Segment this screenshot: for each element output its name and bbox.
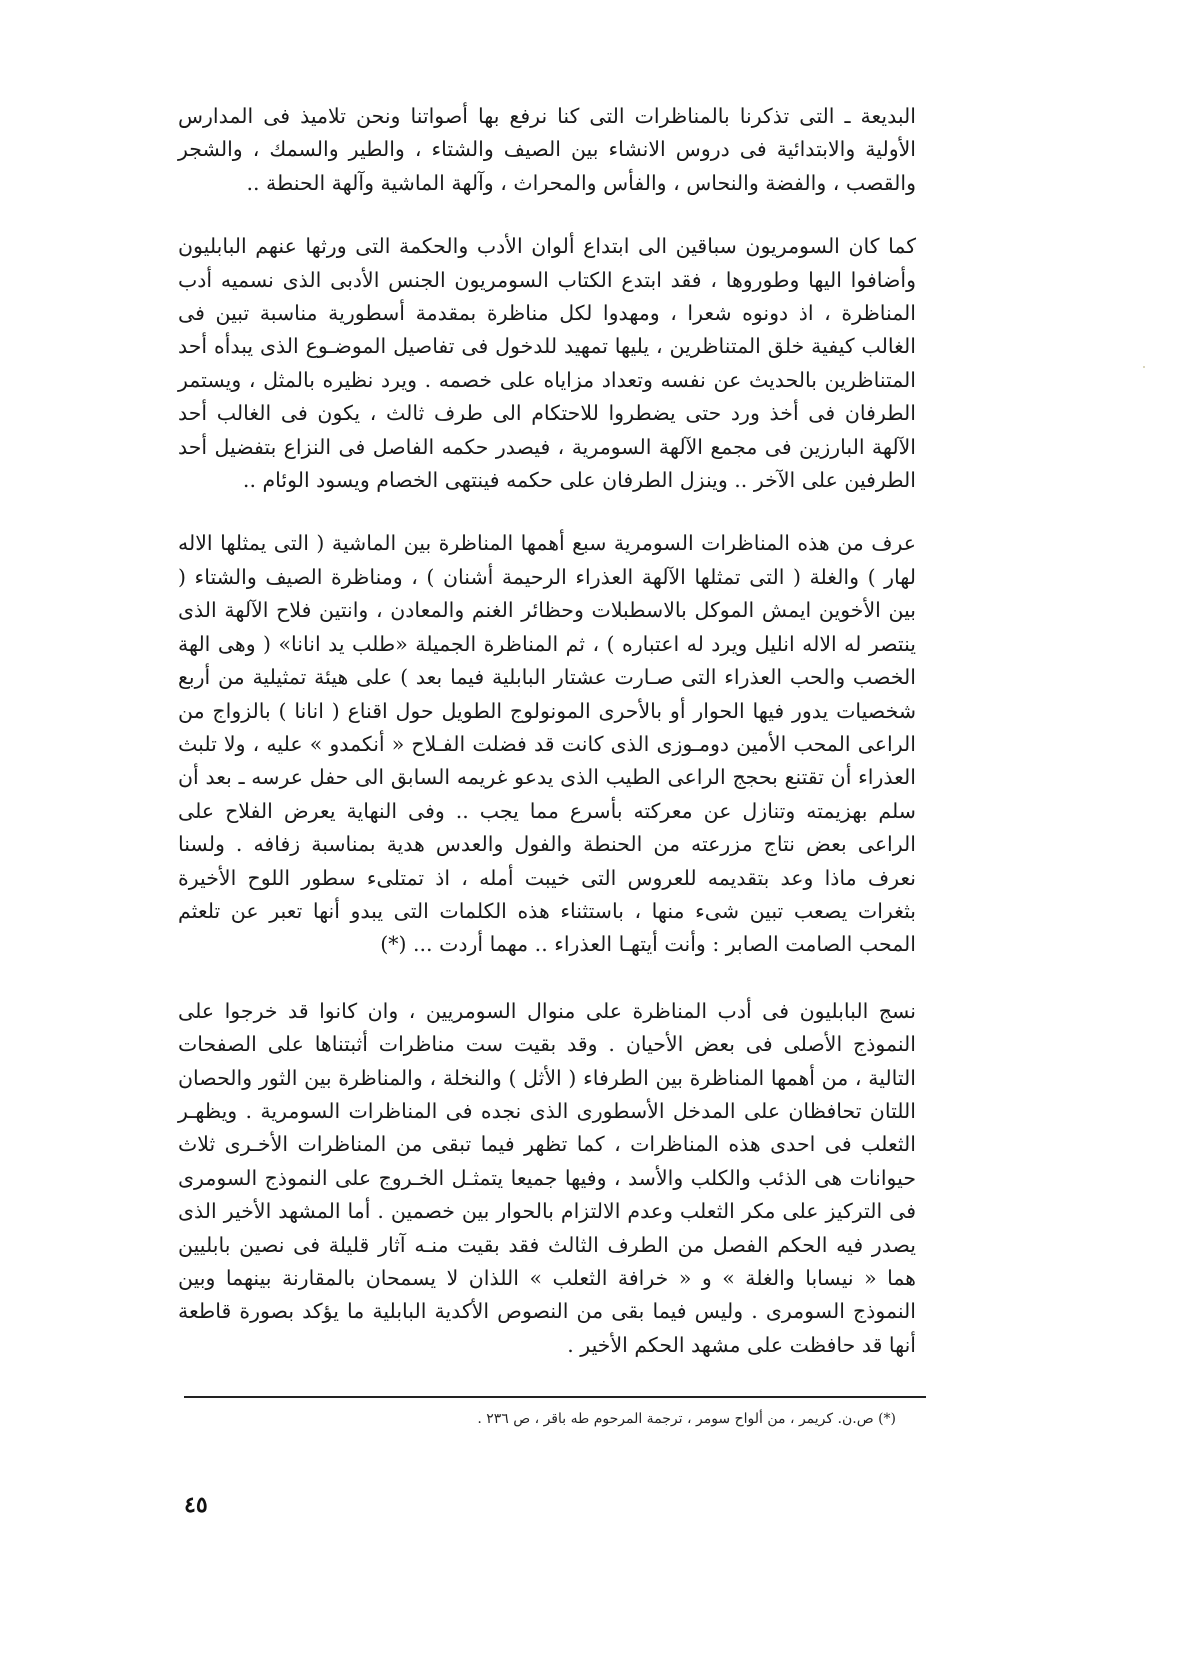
paragraph-1: البديعة ـ التى تذكرنا بالمناظرات التى كنا نرفع بها أصواتنا ونحن تلاميذ فى المدارس الأولية والابتدائية فى دروس الانشاء بين الصيف والشتاء ، والطير والسمك ، والشجر والقصب ، والفضة والنحاس ، والفأس والمحراث ، وآلهة الماشية وآلهة الحنطة .. bbox=[178, 104, 916, 195]
paragraph-4: نسج البابليون فى أدب المناظرة على منوال السومريين ، وان كانوا قد خرجوا على النموذج الأصلى فى بعض الأحيان . وقد بقيت ست مناظرات أثبتناها على الصفحات التالية ، من أهمها المناظرة بين الطرفاء ( الأثل ) والنخلة ، والمناظرة بين الثور والحصان اللتان تحافظان على المدخل الأسطورى الذى نجده فى المناظرات السومرية . ويظهـر الثعلب فى احدى هذه المناظرات ، كما تظهر فيما تبقى من المناظرات الأخـرى ثلاث حيوانات هى الذئب والكلب والأسد ، وفيها جميعا يتمثـل الخـروج على النموذج السومرى فى التركيز على مكر الثعلب وعدم الالتزام بالحوار بين خصمين . أما المشهد الأخير الذى يصدر فيه الحكم الفصل من الطرف الثالث فقد بقيت منـه آثار قليلة فى نصين بابليين هما « نيسابا والغلة » و « خرافة الثعلب » اللذان لا يسمحان بالمقارنة بينهما وبين النموذج السومرى . وليس فيما بقى من النصوص الأكدية البابلية ما يؤكد بصورة قاطعة أنها قد حافظت على مشهد الحكم الأخير . bbox=[178, 998, 916, 1357]
paper-speck bbox=[1143, 366, 1145, 368]
paragraph-3: عرف من هذه المناظرات السومرية سبع أهمها المناظرة بين الماشية ( التى يمثلها الاله لهار ) والغلة ( التى تمثلها الآلهة العذراء الرحيمة أشنان ) ، ومناظرة الصيف والشتاء ( بين الأخوين ايمش الموكل بالاسطبلات وحظائر الغنم والمعادن ، وانتين فلاح الآلهة الذى ينتصر له الاله انليل ويرد له اعتباره ) ، ثم المناظرة الجميلة «طلب يد انانا» ( وهى الهة الخصب والحب العذراء التى صـارت عشتار البابلية فيما بعد ) على هيئة تمثيلية من أربع شخصيات يدور فيها الحوار أو بالأحرى المونولوج الطويل حول اقناع ( انانا ) بالزواج من الراعى المحب الأمين دومـوزى الذى كانت قد فضلت الفـلاح « أنكمدو » عليه ، ولا تلبث العذراء أن تقتنع بحجج الراعى الطيب الذى يدعو غريمه السابق الى حفل عرسه ـ بعد أن سلم بهزيمته وتنازل عن معركته بأسرع مما يجب .. وفى النهاية يعرض الفلاح على الراعى بعض نتاج مزرعته من الحنطة والفول والعدس هدية بمناسبة زفافه . ولسنا نعرف ماذا وعد بتقديمه للعروس التى خيبت أمله ، اذ تمتلىء سطور اللوح الأخيرة بثغرات يصعب تبين شىء منها ، باستثناء هذه الكلمات التى يبدو أنها تعبر عن تلعثم المحب الصامت الصابر : وأنت أيتهـا العذراء .. مهما أردت ... (*) bbox=[178, 531, 916, 957]
body-text bbox=[178, 100, 916, 1362]
paragraph-2: كما كان السومريون سباقين الى ابتداع ألوان الأدب والحكمة التى ورثها عنهم البابليون وأضافوا اليها وطوروها ، فقد ابتدع الكتاب السومريون الجنس الأدبى الذى نسميه أدب المناظرة ، اذ دونوه شعرا ، ومهدوا لكل مناظرة بمقدمة أسطورية مناسبة تبين فى الغالب كيفية خلق المتناظرين ، يليها تمهيد للدخول فى تفاصيل الموضـوع الذى يبدأه أحد المتناظرين بالحديث عن نفسه وتعداد مزاياه على خصمه . ويرد نظيره بالمثل ، ويستمر الطرفان فى أخذ ورد حتى يضطروا للاحتكام الى طرف ثالث ، يكون فى الغالب أحد الآلهة البارزين فى مجمع الآلهة السومرية ، فيصدر حكمه الفاصل فى النزاع بتفضيل أحد الطرفين على الآخر .. وينزل الطرفان على حكمه فينتهى الخصام ويسود الوئام .. bbox=[178, 234, 916, 493]
footnote: (*) ص.ن. كريمر ، من ألواح سومر ، ترجمة المرحوم طه باقر ، ص ٢٣٦ . bbox=[477, 1411, 896, 1427]
page-number: ٤٥ bbox=[184, 1492, 208, 1518]
footnote-divider bbox=[184, 1396, 926, 1398]
